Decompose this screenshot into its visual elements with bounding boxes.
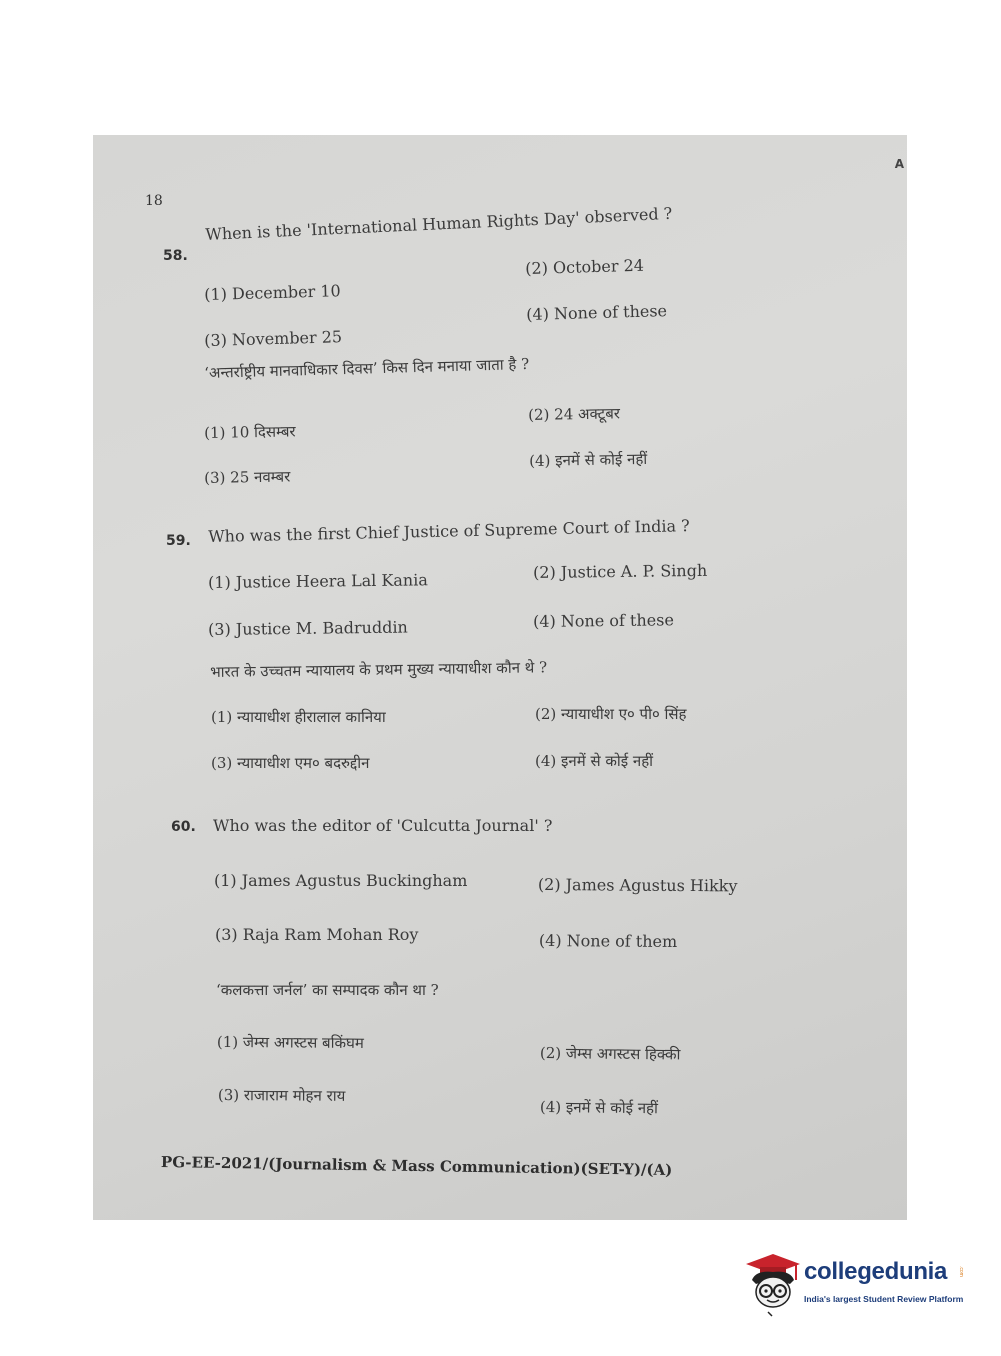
option-1-en: (1) December 10: [204, 281, 341, 304]
option-3-en: (3) November 25: [204, 327, 343, 350]
option-1-hi: (1) न्यायाधीश हीरालाल कानिया: [211, 708, 386, 726]
option-2-hi: (2) 24 अक्टूबर: [528, 404, 621, 424]
option-1-en: (1) Justice Heera Lal Kania: [208, 570, 428, 592]
option-4-hi: (4) इनमें से कोई नहीं: [535, 752, 654, 770]
option-2-en: (2) Justice A. P. Singh: [533, 560, 708, 582]
brand-tagline: India's largest Student Review Platform: [804, 1294, 964, 1304]
option-3-en: (3) Justice M. Badruddin: [208, 617, 408, 639]
question-text-en: Who was the editor of 'Culcutta Journal' ?: [213, 816, 553, 835]
option-1-en: (1) James Agustus Buckingham: [214, 871, 468, 890]
question-text-hi: भारत के उच्चतम न्यायालय के प्रथम मुख्य न्यायाधीश कौन थे ?: [210, 658, 548, 681]
collegedunia-logo: [742, 1250, 972, 1320]
set-mark: A: [894, 157, 904, 171]
option-3-hi: (3) 25 नवम्बर: [204, 467, 291, 487]
option-4-en: (4) None of them: [538, 931, 678, 951]
mascot-icon: [742, 1250, 804, 1320]
option-2-hi: (2) न्यायाधीश ए० पी० सिंह: [535, 705, 687, 723]
option-3-hi: (3) राजाराम मोहन राय: [217, 1086, 346, 1105]
brand-com: .com: [958, 1266, 964, 1277]
option-4-en: (4) None of these: [533, 610, 674, 631]
brand-name: collegedunia: [804, 1258, 948, 1285]
question-text-en: Who was the first Chief Justice of Supreme Court of India ?: [208, 516, 690, 546]
option-3-hi: (3) न्यायाधीश एम० बदरुद्दीन: [211, 754, 370, 772]
document-photo: [93, 135, 907, 1220]
option-1-hi: (1) 10 दिसम्बर: [204, 422, 296, 442]
paper-code-footer: PG-EE-2021/(Journalism & Mass Communication)(SET-Y)/(A): [160, 1153, 673, 1180]
question-text-en: When is the 'International Human Rights Day' observed ?: [205, 203, 673, 244]
option-1-hi: (1) जेम्स अगस्टस बकिंघम: [216, 1033, 364, 1053]
question-text-hi: ‘अन्तर्राष्ट्रीय मानवाधिकार दिवस’ किस दिन मनाया जाता है ?: [204, 354, 530, 382]
option-4-en: (4) None of these: [526, 301, 668, 324]
option-3-en: (3) Raja Ram Mohan Roy: [215, 925, 419, 944]
question-number: 60.: [171, 819, 196, 835]
option-4-hi: (4) इनमें से कोई नहीं: [529, 449, 648, 470]
option-2-hi: (2) जेम्स अगस्टस हिक्की: [539, 1044, 681, 1064]
question-text-hi: ‘कलकत्ता जर्नल’ का सम्पादक कौन था ?: [216, 981, 439, 999]
option-4-hi: (4) इनमें से कोई नहीं: [539, 1098, 659, 1118]
page-number: 18: [145, 193, 163, 209]
option-2-en: (2) James Agustus Hikky: [537, 875, 738, 896]
question-number: 58.: [163, 248, 188, 264]
question-number: 59.: [166, 533, 191, 549]
option-2-en: (2) October 24: [525, 255, 645, 278]
